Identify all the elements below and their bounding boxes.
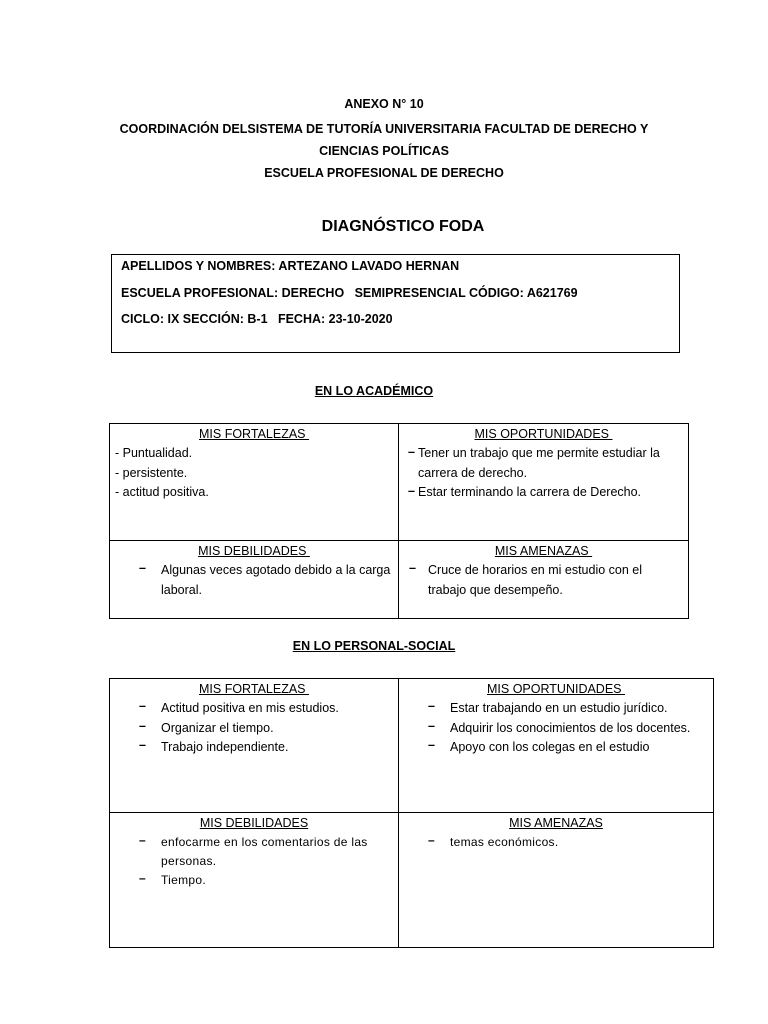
dash-bullet-icon: – [139,833,146,847]
list-item-text: Trabajo independiente. [161,740,289,754]
annex-number: ANEXO N° 10 [344,97,424,111]
list-item [399,738,713,758]
personal-threats-label: MIS AMENAZAS [509,816,603,830]
list-item [399,561,688,600]
list-item: - persistente. [115,465,188,480]
list-item [399,719,713,739]
dash-bullet-icon: – [409,561,416,575]
dash-bullet-icon: – [139,699,146,713]
academic-strengths-label: MIS FORTALEZAS [199,427,309,441]
dash-bullet-icon: – [428,738,435,752]
personal-foda-table [109,678,714,948]
list-item-text: Estar trabajando en un estudio jurídico. [450,701,668,715]
list-item [110,719,398,739]
document-title: DIAGNÓSTICO FODA [321,218,485,235]
personal-strengths-label: MIS FORTALEZAS [199,682,309,696]
dash-bullet-icon: – [139,871,146,885]
personal-opportunities-cell [399,679,714,813]
dash-bullet-icon: – [139,718,146,733]
list-item-text: Apoyo con los colegas en el estudio [450,740,650,754]
personal-social-heading: EN LO PERSONAL-SOCIAL [292,639,456,653]
list-item [399,699,713,719]
student-info-box [111,254,680,353]
academic-weaknesses-cell [110,541,399,619]
academic-heading: EN LO ACADÉMICO [314,384,434,398]
dash-bullet-icon: – [408,445,415,459]
student-name-line: APELLIDOS Y NOMBRES: ARTEZANO LAVADO HERNAN [121,259,460,273]
list-item: - actitud positiva. [115,485,209,499]
academic-strengths-cell [110,424,399,541]
list-item-text: Adquirir los conocimientos de los docentes. [450,720,691,735]
list-item [399,833,713,852]
list-item-text: Estar terminando la carrera de Derecho. [418,485,642,499]
list-item-text: Organizar el tiempo. [161,720,274,735]
list-item [110,738,398,758]
school-code-line: ESCUELA PROFESIONAL: DERECHO SEMIPRESENCIAL CÓDIGO: A621769 [121,286,578,300]
dash-bullet-icon: – [428,718,435,733]
list-item-text: Algunas veces agotado debido a la carga laboral. [161,563,391,597]
dash-bullet-icon: – [139,738,146,752]
academic-opportunities-label: MIS OPORTUNIDADES [474,427,613,441]
list-item [110,871,398,890]
list-item [399,483,688,503]
list-item-text: Actitud positiva en mis estudios. [161,701,339,715]
dash-bullet-icon: – [428,833,435,847]
personal-threats-cell [399,813,714,948]
list-item-text: Tiempo. [161,873,207,887]
dash-bullet-icon: – [408,484,415,498]
list-item-text: enfocarme en los comentarios de las personas. [161,835,368,868]
academic-foda-table [109,423,689,619]
dash-bullet-icon: – [139,561,146,575]
academic-threats-label: MIS AMENAZAS [494,544,593,558]
header-line-1: COORDINACIÓN DELSISTEMA DE TUTORÍA UNIVERSITARIA FACULTAD DE DERECHO Y [119,122,649,136]
personal-strengths-cell [110,679,399,813]
list-item-text: Cruce de horarios en mi estudio con el trabajo que desempeño. [428,563,643,597]
list-item [110,833,398,871]
list-item-text: Tener un trabajo que me permite estudiar la carrera de derecho. [418,446,660,480]
header-line-2: CIENCIAS POLÍTICAS [319,144,449,158]
list-item [110,561,398,600]
personal-opportunities-label: MIS OPORTUNIDADES [487,682,625,696]
academic-opportunities-cell [399,424,689,541]
personal-weaknesses-label: MIS DEBILIDADES [199,816,309,830]
list-item: - Puntualidad. [115,446,193,460]
dash-bullet-icon: – [428,699,435,713]
header-line-3: ESCUELA PROFESIONAL DE DERECHO [264,166,504,180]
academic-weaknesses-label: MIS DEBILIDADES [198,544,310,558]
cycle-date-line: CICLO: IX SECCIÓN: B-1 FECHA: 23-10-2020 [121,312,393,326]
personal-weaknesses-cell [110,813,399,948]
list-item-text: temas económicos. [450,835,559,849]
list-item [110,699,398,719]
list-item [399,444,688,483]
academic-threats-cell [399,541,689,619]
